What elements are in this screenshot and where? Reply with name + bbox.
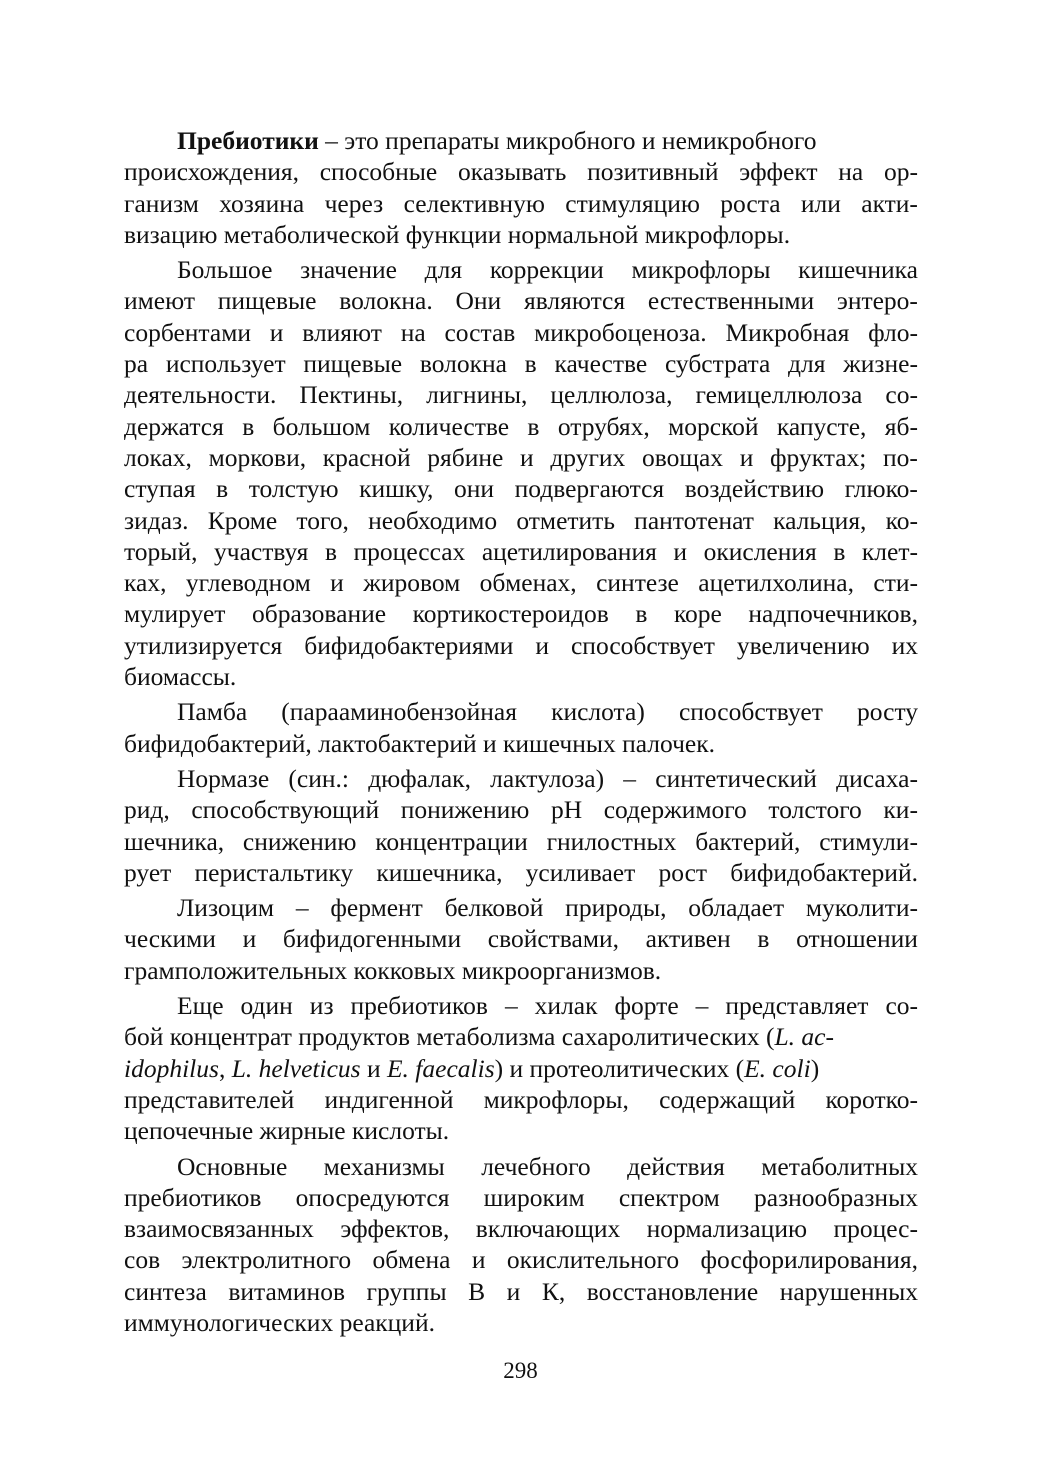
text-run: [177, 125, 817, 156]
word: гнилостных: [546, 826, 677, 856]
word: ки-: [883, 795, 918, 825]
word: микрофлоры: [631, 255, 771, 285]
word: в: [242, 411, 255, 441]
text-line: [124, 379, 918, 410]
text-line: [124, 598, 918, 629]
word: гемицеллюлоза: [695, 380, 863, 410]
word: природы,: [565, 893, 667, 923]
word: хилак: [534, 991, 598, 1021]
word: кишечника: [798, 255, 918, 285]
word: и: [506, 1276, 521, 1306]
word: –: [623, 763, 637, 793]
text-line: цепочечные жирные кислоты.: [124, 1116, 450, 1146]
word: на: [400, 317, 426, 347]
word: механизмы: [323, 1151, 445, 1181]
text-line: [124, 567, 918, 598]
text-line: [124, 442, 918, 473]
word: обладает: [688, 893, 785, 923]
word: со-: [885, 380, 918, 410]
page-text: [124, 125, 918, 1342]
text-run: бой концентрат продуктов метаболизма сахаролитических (: [124, 1022, 775, 1052]
word: восстановление: [586, 1276, 759, 1306]
word: пребиотиков: [124, 1182, 262, 1212]
word: сов: [124, 1245, 161, 1275]
word: яб-: [884, 411, 918, 441]
paragraph-dietary-fiber: [124, 254, 918, 692]
text-line: иммунологических реакций.: [124, 1307, 435, 1337]
word: кальция,: [773, 505, 867, 535]
word: целлюлоза,: [550, 380, 673, 410]
word: кислота): [551, 697, 645, 727]
word: и: [535, 630, 550, 660]
word: окислительного: [506, 1245, 680, 1275]
word: группы: [366, 1276, 447, 1306]
word: процес-: [833, 1214, 918, 1244]
text-line: бифидобактерий, лактобактерий и кишечных палочек.: [124, 728, 716, 758]
word: и: [330, 568, 344, 598]
text-run: ): [810, 1053, 820, 1083]
text-line: [124, 794, 918, 825]
word: снижению: [242, 826, 357, 856]
word: оказывать: [457, 157, 567, 187]
text-line: [124, 156, 918, 187]
word: имеют: [124, 286, 195, 316]
text-line: [124, 990, 918, 1021]
word: синтезе: [596, 568, 679, 598]
paragraph-lysozyme: [124, 892, 918, 986]
word: способствует: [570, 630, 715, 660]
word: (син.:: [288, 763, 349, 793]
word: способствует: [678, 697, 823, 727]
word: ор-: [883, 157, 918, 187]
paragraph-pamba: [124, 696, 918, 759]
text-line: [124, 630, 918, 661]
word: и: [471, 1245, 486, 1275]
word: действия: [627, 1151, 725, 1181]
word: в: [635, 599, 648, 629]
word: –: [295, 893, 309, 923]
word: хозяина: [219, 188, 305, 218]
word: ках,: [124, 568, 167, 598]
word: ко-: [885, 505, 918, 535]
word: лигнины,: [426, 380, 528, 410]
word: взаимосвязанных: [124, 1214, 314, 1244]
word: пребиотиков: [350, 991, 488, 1021]
word: на: [838, 157, 864, 187]
word: ступая: [124, 474, 196, 504]
paragraph-hilak-forte: [124, 990, 918, 1146]
word: значение: [300, 255, 397, 285]
word: естественными: [647, 286, 815, 316]
word: и: [673, 536, 688, 566]
word: стимули-: [819, 826, 918, 856]
word: фруктах;: [770, 442, 867, 472]
word: синтетический: [655, 763, 817, 793]
word: кишку,: [359, 474, 434, 504]
word: деятельности.: [124, 380, 277, 410]
word: мулирует: [124, 599, 226, 629]
word: влияют: [302, 317, 382, 347]
word: других: [550, 442, 626, 472]
word: процессах: [353, 536, 466, 566]
word: микробоценоза.: [534, 317, 707, 347]
word: через: [324, 188, 384, 218]
word: ра: [124, 349, 149, 379]
word: белковой: [444, 893, 544, 923]
word: нарушенных: [779, 1276, 918, 1306]
text-line: [124, 348, 918, 379]
text-line: визацию метаболической функции нормальной микрофлоры.: [124, 219, 791, 249]
word: в: [527, 411, 540, 441]
text-line: [124, 285, 918, 316]
word: и: [242, 924, 257, 954]
word: Памба: [177, 697, 248, 727]
word: подвергаются: [514, 474, 665, 504]
word: субстрата: [664, 349, 771, 379]
word: красной: [322, 442, 411, 472]
word: воздействию: [684, 474, 825, 504]
word: электролитного: [181, 1245, 352, 1275]
text-run: ,: [218, 1053, 232, 1083]
species-name: L. ac-: [774, 1022, 834, 1052]
word: в: [324, 536, 337, 566]
word: представляет: [725, 991, 869, 1021]
word: содержимого: [603, 795, 747, 825]
word: рид,: [124, 795, 170, 825]
word: Они: [455, 286, 502, 316]
word: пищевые: [217, 286, 317, 316]
text-line: [124, 1053, 918, 1084]
word: Нормазе: [177, 763, 270, 793]
word: рН: [550, 795, 583, 825]
word: ческими: [124, 924, 216, 954]
word: стимуляцию: [565, 188, 700, 218]
word: и: [739, 442, 754, 472]
text-run: и: [360, 1053, 387, 1083]
text-run: ) и протеолитических (: [494, 1053, 745, 1083]
word: сорбентами: [124, 317, 251, 347]
text-line: [124, 1213, 918, 1244]
word: происхождения,: [124, 157, 299, 187]
word: Основные: [177, 1151, 288, 1181]
word: толстого: [768, 795, 862, 825]
word: метаболитных: [761, 1151, 918, 1181]
word: перистальтику: [194, 857, 354, 887]
text-line: [124, 188, 918, 219]
word: селективную: [403, 188, 545, 218]
word: Еще: [177, 991, 224, 1021]
word: держатся: [124, 411, 224, 441]
text-run: [124, 1053, 819, 1084]
text-line: [124, 254, 918, 285]
word: широким: [483, 1182, 585, 1212]
species-name: L. helveticus: [231, 1053, 361, 1083]
word: дисаха-: [836, 763, 918, 793]
text-line: [124, 1021, 918, 1052]
word: индигенной: [324, 1084, 454, 1114]
word: Пектины,: [299, 380, 404, 410]
word: бифидобактериями: [304, 630, 514, 660]
word: кортикостероидов: [412, 599, 609, 629]
text-run: – это препараты микробного и немикробного: [318, 126, 817, 155]
word: лактулоза): [490, 763, 605, 793]
word: способствующий: [191, 795, 380, 825]
word: для: [788, 349, 826, 379]
text-line: [124, 505, 918, 536]
word: для: [424, 255, 463, 285]
paragraph-normaze: [124, 763, 918, 888]
word: увеличению: [736, 630, 870, 660]
text-line: [124, 473, 918, 504]
word: по-: [883, 442, 918, 472]
word: утилизируется: [124, 630, 283, 660]
text-line: [124, 1276, 918, 1307]
word: обмена: [372, 1245, 451, 1275]
species-name: E. coli: [744, 1053, 811, 1083]
word: в: [216, 474, 229, 504]
word: отрубях,: [557, 411, 650, 441]
word: ацетилирования: [481, 536, 657, 566]
word: бифидогенными: [282, 924, 462, 954]
word: муколити-: [805, 893, 918, 923]
species-name: idophilus: [124, 1053, 219, 1083]
word: волокна: [419, 349, 507, 379]
word: В: [468, 1276, 486, 1306]
word: их: [891, 630, 918, 660]
word: фермент: [330, 893, 423, 923]
word: отметить: [516, 505, 615, 535]
word: в: [524, 349, 537, 379]
word: образование: [251, 599, 387, 629]
word: коротко-: [825, 1084, 918, 1114]
word: фло-: [868, 317, 918, 347]
word: рост: [658, 857, 708, 887]
text-line: [124, 1084, 918, 1115]
word: и: [269, 317, 284, 347]
word: росту: [856, 697, 918, 727]
word: клет-: [861, 536, 918, 566]
word: энтеро-: [836, 286, 918, 316]
word: опосредуются: [295, 1182, 450, 1212]
word: участвуя: [214, 536, 309, 566]
word: рует: [124, 857, 172, 887]
word: глюко-: [844, 474, 918, 504]
word: К,: [541, 1276, 566, 1306]
text-line: биомассы.: [124, 662, 237, 692]
word: пантотенат: [634, 505, 754, 535]
word: представителей: [124, 1084, 295, 1114]
word: капусте,: [776, 411, 867, 441]
word: морской: [668, 411, 759, 441]
text-line: грамположительных кокковых микроорганизмов.: [124, 955, 662, 985]
word: Лизоцим: [177, 893, 275, 923]
word: бифидобактерий.: [730, 857, 918, 887]
species-name: E. faecalis: [386, 1053, 495, 1083]
word: один: [240, 991, 293, 1021]
word: торый,: [124, 536, 198, 566]
word: отношении: [796, 924, 918, 954]
word: шечника,: [124, 826, 225, 856]
word: пищевые: [303, 349, 403, 379]
text-line: [124, 411, 918, 442]
word: рябине: [427, 442, 504, 472]
word: акти-: [861, 188, 918, 218]
word: концентрации: [375, 826, 528, 856]
word: того,: [296, 505, 349, 535]
word: сти-: [873, 568, 918, 598]
text-line: [124, 857, 918, 888]
text-line: [124, 536, 918, 567]
text-line: [124, 1244, 918, 1275]
word: лечебного: [481, 1151, 591, 1181]
word: фосфорилирования,: [700, 1245, 918, 1275]
word: позитивный: [587, 157, 719, 187]
word: Кроме: [207, 505, 278, 535]
word: и: [520, 442, 534, 472]
word: обменах,: [479, 568, 577, 598]
paragraph-prebiotics: [124, 125, 918, 250]
word: или: [800, 188, 841, 218]
text-line: [124, 1182, 918, 1213]
word: витаминов: [228, 1276, 345, 1306]
text-line: [124, 317, 918, 348]
word: со-: [885, 991, 918, 1021]
word: разнообразных: [754, 1182, 918, 1212]
word: ацетилхолина,: [698, 568, 854, 598]
text-line: [124, 892, 918, 923]
word: (парааминобензойная: [281, 697, 517, 727]
word: роста: [720, 188, 781, 218]
word: необходимо: [368, 505, 498, 535]
word: моркови,: [208, 442, 307, 472]
text-line: [124, 923, 918, 954]
word: большом: [272, 411, 371, 441]
word: локах,: [124, 442, 192, 472]
word: форте: [614, 991, 679, 1021]
word: являются: [523, 286, 626, 316]
word: –: [504, 991, 518, 1021]
term-prebiotics: Пребиотики: [177, 126, 319, 155]
word: количестве: [388, 411, 510, 441]
word: синтеза: [124, 1276, 207, 1306]
word: активен: [645, 924, 731, 954]
page-number: 298: [503, 1358, 538, 1383]
word: овощах: [641, 442, 724, 472]
word: коррекции: [489, 255, 604, 285]
word: коре: [673, 599, 722, 629]
paragraph-mechanisms: [124, 1151, 918, 1339]
word: жировом: [363, 568, 461, 598]
text-line: [124, 826, 918, 857]
word: жизне-: [843, 349, 918, 379]
word: свойствами,: [487, 924, 619, 954]
word: состав: [444, 317, 516, 347]
text-line: [124, 763, 918, 794]
word: кишечника,: [376, 857, 503, 887]
word: включающих: [475, 1214, 621, 1244]
word: ганизм: [124, 188, 199, 218]
word: бактерий,: [695, 826, 801, 856]
word: в: [833, 536, 846, 566]
word: Микробная: [725, 317, 850, 347]
word: дюфалак,: [368, 763, 471, 793]
word: микрофлоры,: [483, 1084, 629, 1114]
word: спектром: [618, 1182, 720, 1212]
word: в: [757, 924, 770, 954]
word: использует: [165, 349, 286, 379]
text-line: [124, 696, 918, 727]
word: качестве: [554, 349, 648, 379]
word: зидаз.: [124, 505, 189, 535]
word: понижению: [400, 795, 530, 825]
word: волокна.: [339, 286, 433, 316]
word: усиливает: [525, 857, 636, 887]
word: способные: [319, 157, 438, 187]
word: содержащий: [659, 1084, 796, 1114]
word: нормализацию: [646, 1214, 808, 1244]
word: углеводном: [185, 568, 311, 598]
word: окисления: [703, 536, 817, 566]
word: из: [309, 991, 334, 1021]
word: Большое: [177, 255, 273, 285]
text-line: [124, 1151, 918, 1182]
word: надпочечников,: [748, 599, 918, 629]
word: эффектов,: [340, 1214, 450, 1244]
text-line: [124, 125, 918, 156]
text-run: [124, 1021, 834, 1052]
word: –: [695, 991, 709, 1021]
word: толстую: [248, 474, 339, 504]
word: они: [453, 474, 495, 504]
word: эффект: [739, 157, 818, 187]
